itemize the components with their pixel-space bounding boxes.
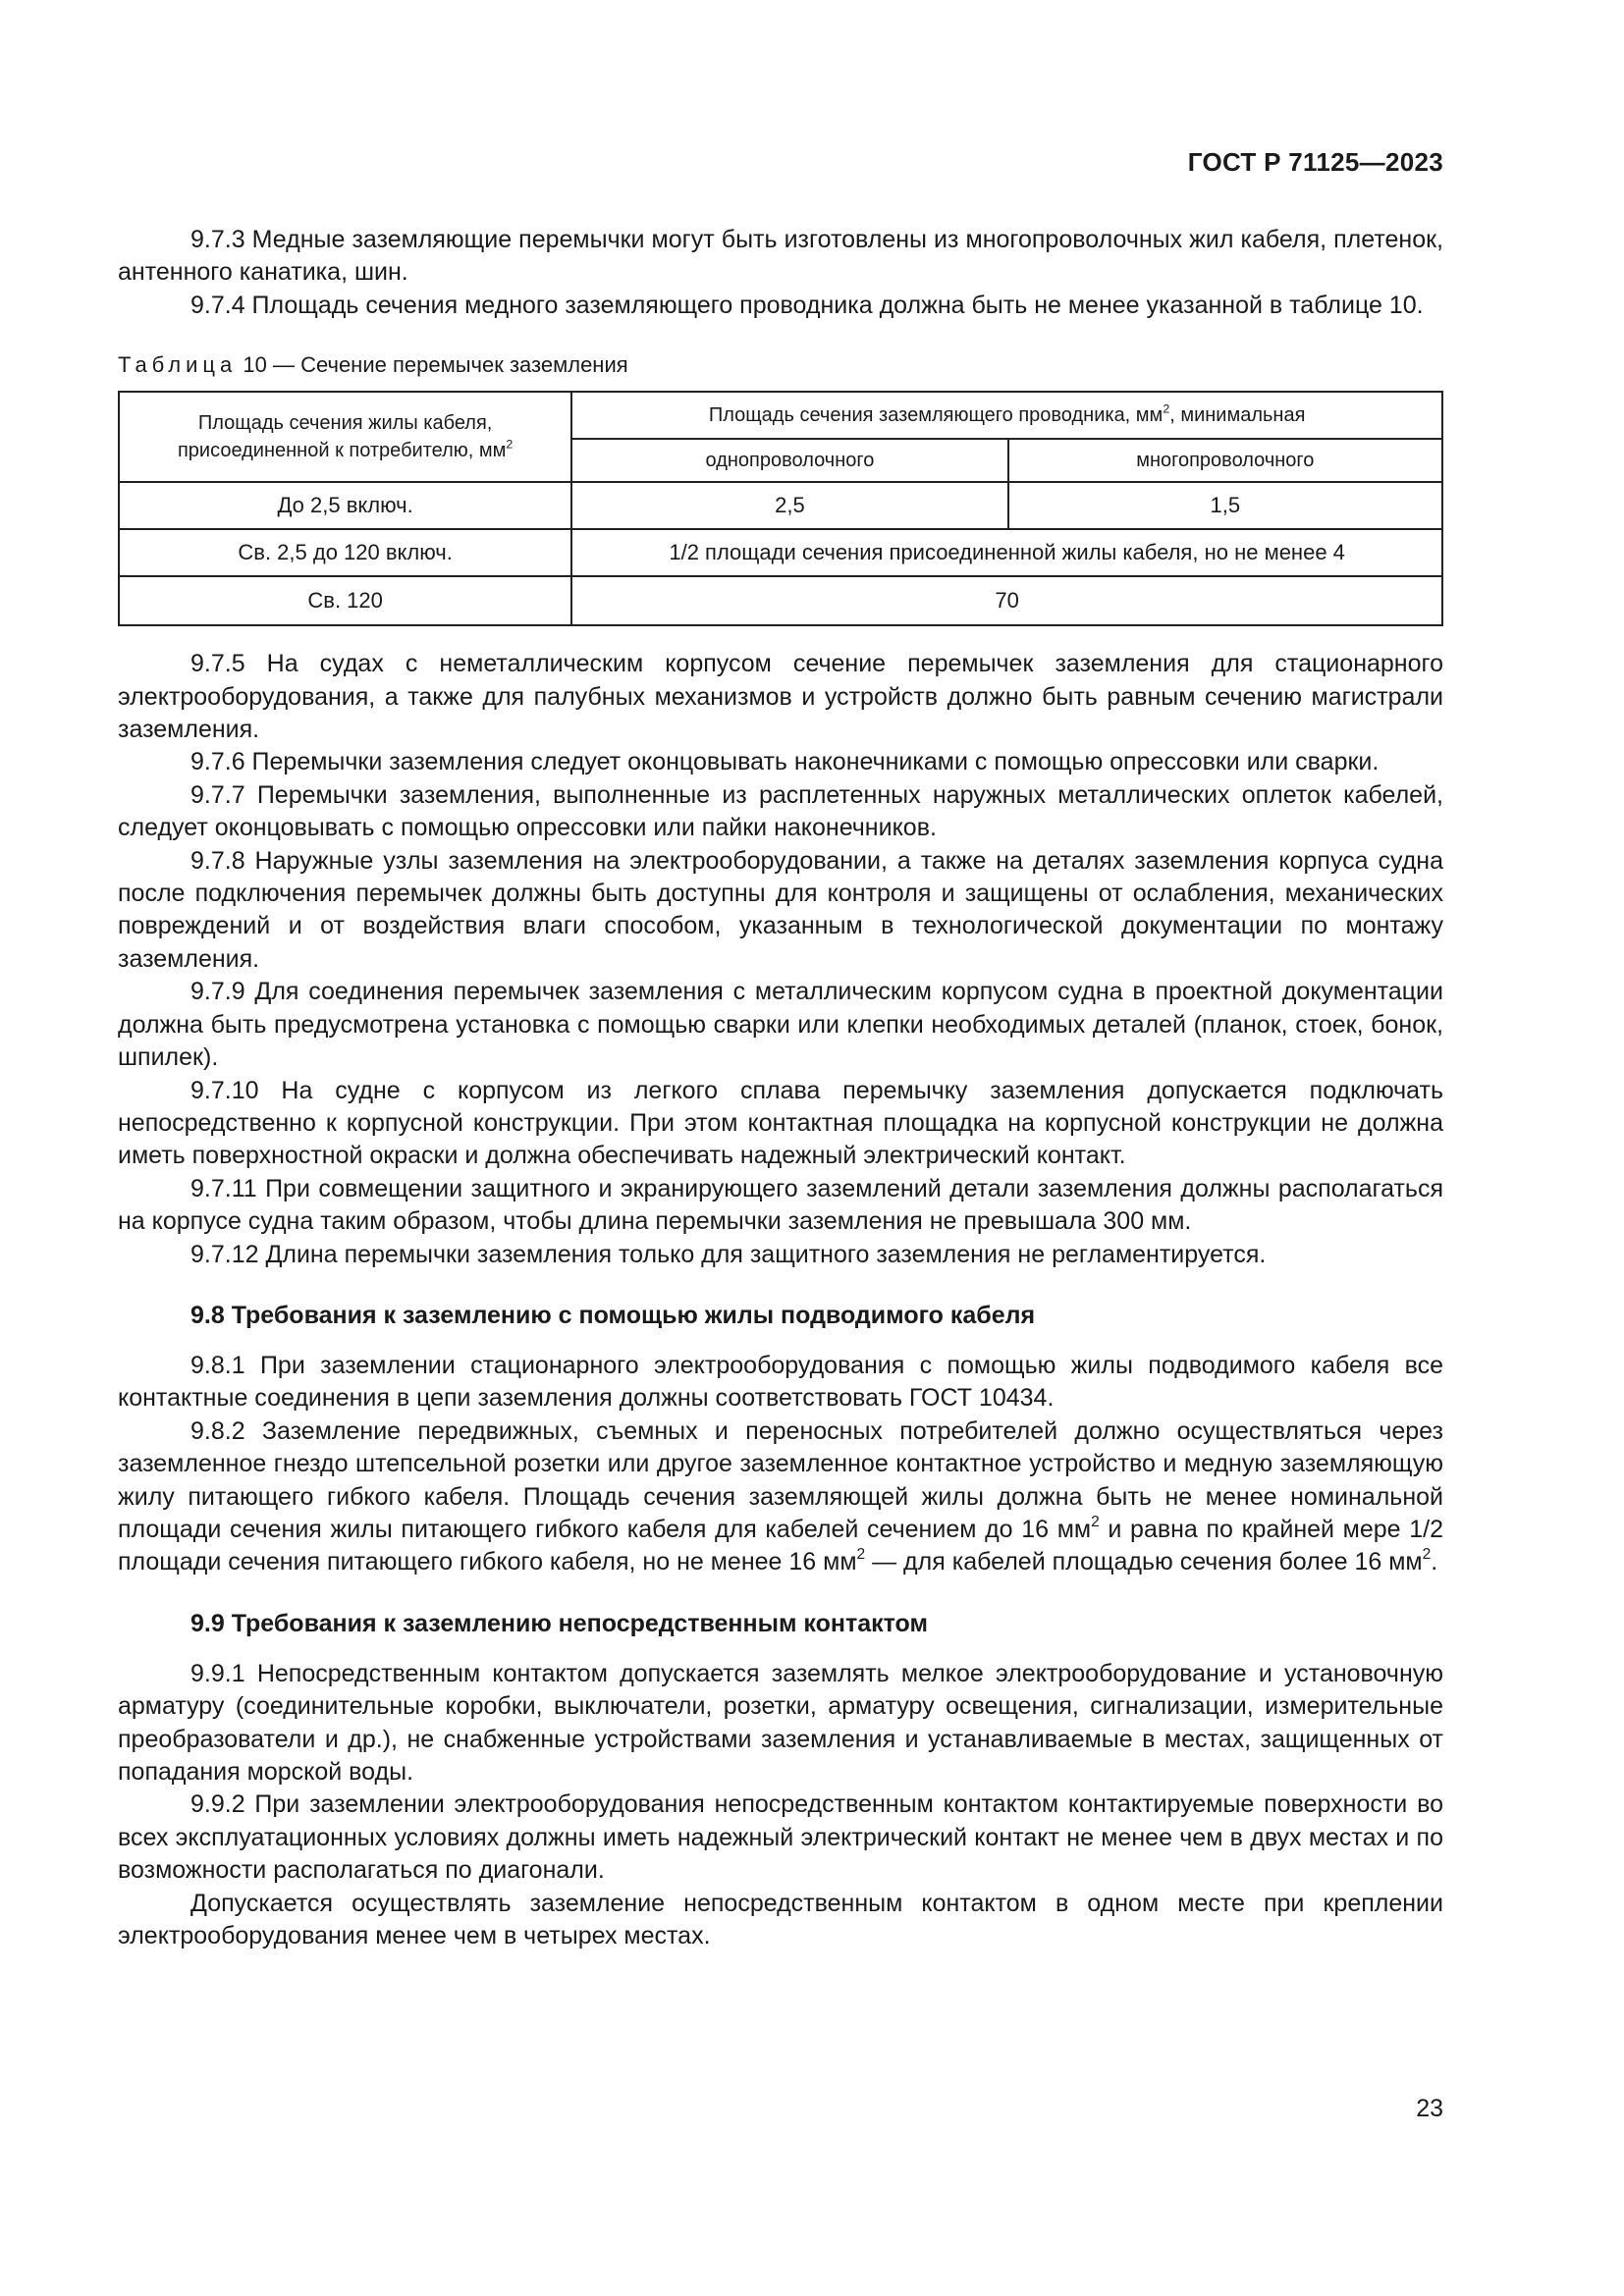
- header-grounding-text: Площадь сечения заземляющего проводника, мм: [708, 404, 1164, 427]
- paragraph-9-7-12: 9.7.12 Длина перемычки заземления только для защитного заземления не регламентируется.: [190, 1240, 1267, 1268]
- table-10: [118, 391, 1443, 626]
- page-content: [118, 224, 1443, 1952]
- row3-label: Св. 120: [119, 576, 571, 625]
- paragraph-9-7-8: 9.7.8 Наружные узлы заземления на электрооборудовании, а также на деталях заземления корпуса судна после подключения перемычек должны быть доступны для контроля и защищены от ослабления, механических повреждений и от воздействия влаги способом, указанным в технологической документации по монтажу заземления.: [118, 846, 1443, 973]
- header-grounding-sup: 2: [1163, 401, 1170, 416]
- header-cable-core-area-sup: 2: [506, 437, 514, 452]
- paragraph-9-8-2: [118, 1415, 1443, 1579]
- header-grounding-tail: , минимальная: [1169, 404, 1306, 427]
- page-number: 23: [1416, 2095, 1443, 2122]
- paragraph-9-7-10: 9.7.10 На судне с корпусом из легкого сплава перемычку заземления допускается подключать непосредственно к корпусной конструкции. При этом контактная площадка на корпусной конструкции не должна иметь поверхностной окраски и должна обеспечивать надежный электрический контакт.: [118, 1076, 1443, 1170]
- p982-sup-3: 2: [1422, 1546, 1432, 1564]
- paragraph-9-8-1: 9.8.1 При заземлении стационарного электрооборудования с помощью жилы подводимого кабеля все контактные соединения в цепи заземления должны соответствовать ГОСТ 10434.: [118, 1351, 1443, 1413]
- paragraph-9-9-2-addendum: Допускается осуществлять заземление непосредственным контактом в одном месте при креплении электрооборудования менее чем в четырех местах.: [118, 1889, 1443, 1950]
- p982-part-a: 9.8.2 Заземление передвижных, съемных и переносных потребителей должно осуществляться через заземленное гнездо штепсельной розетки или другое заземленное контактное устройство и медную заземляющую жилу питающего гибкого кабеля. Площадь сечения заземляющей жилы должна быть не менее номинальной площади сечения жилы питающего гибкого кабеля для кабелей сечением до 16 мм: [118, 1416, 1443, 1543]
- heading-section-9-9: 9.9 Требования к заземлению непосредственным контактом: [190, 1609, 928, 1637]
- subheader-multi-wire: многопроволочного: [1008, 439, 1442, 482]
- p982-part-b: и равна по крайней мере 1/2 площади сечения питающего гибкого кабеля, но не менее 16 мм: [118, 1515, 1444, 1576]
- paragraph-9-7-9: 9.7.9 Для соединения перемычек заземления с металлическим корпусом судна в проектной документации должна быть предусмотрена установка с помощью сварки или клепки необходимых деталей (планок, стоек, бонок, шпилек).: [118, 978, 1443, 1072]
- row1-multi: 1,5: [1008, 482, 1442, 529]
- row2-value: 1/2 площади сечения присоединенной жилы кабеля, но не менее 4: [571, 529, 1442, 576]
- p982-part-d: .: [1431, 1548, 1438, 1576]
- paragraph-9-7-7: 9.7.7 Перемычки заземления, выполненные из расплетенных наружных металлических оплеток кабелей, следует оконцовывать с помощью опрессовки или пайки наконечников.: [118, 780, 1443, 842]
- paragraph-9-7-6: 9.7.6 Перемычки заземления следует оконцовывать наконечниками с помощью опрессовки или сварки.: [190, 748, 1380, 776]
- heading-section-9-8: 9.8 Требования к заземлению с помощью жилы подводимого кабеля: [190, 1301, 1036, 1329]
- row3-value: 70: [571, 576, 1442, 625]
- table-row: [119, 529, 1442, 576]
- paragraph-9-9-2: 9.9.2 При заземлении электрооборудования непосредственным контактом контактируемые поверхности во всех эксплуатационных условиях должны иметь надежный электрический контакт не менее чем в двух местах и по возможности располагаться по диагонали.: [118, 1790, 1443, 1885]
- row2-label: Св. 2,5 до 120 включ.: [119, 529, 571, 576]
- paragraph-9-7-5: 9.7.5 На судах с неметаллическим корпусом сечение перемычек заземления для стационарного электрооборудования, а также для палубных механизмов и устройств должно быть равным сечению магистрали заземления.: [118, 650, 1443, 744]
- p982-sup-1: 2: [1091, 1514, 1100, 1531]
- header-cable-core-area-text: Площадь сечения жилы кабеля, присоединенной к потребителю, мм: [177, 412, 507, 462]
- row1-label: До 2,5 включ.: [119, 482, 571, 529]
- p982-sup-2: 2: [856, 1546, 866, 1564]
- table-caption-text: 10 — Сечение перемычек заземления: [243, 352, 628, 378]
- table-row: [119, 576, 1442, 625]
- paragraph-9-7-4: 9.7.4 Площадь сечения медного заземляющего проводника должна быть не менее указанной в таблице 10.: [190, 291, 1424, 319]
- table-caption: [118, 351, 1443, 379]
- table-row: [119, 482, 1442, 529]
- document-code-header: ГОСТ Р 71125—2023: [1187, 147, 1443, 177]
- paragraph-9-7-11: 9.7.11 При совмещении защитного и экранирующего заземлений детали заземления должны располагаться на корпусе судна таким образом, чтобы длина перемычки заземления не превышала 300 мм.: [118, 1174, 1443, 1236]
- table-header-row: [119, 392, 1442, 439]
- header-cable-core-area: [119, 392, 571, 482]
- paragraph-9-9-1: 9.9.1 Непосредственным контактом допускается заземлять мелкое электрооборудование и установочную арматуру (соединительные коробки, выключатели, розетки, арматуру освещения, сигнализации, измерительные преобразователи и др.), не снабженные устройствами заземления и устанавливаемые в местах, защищенных от попадания морской воды.: [118, 1659, 1443, 1786]
- table-caption-label: Таблица: [118, 352, 238, 378]
- p982-part-c: — для кабелей площадью сечения более 16 мм: [865, 1548, 1423, 1576]
- row1-single: 2,5: [571, 482, 1007, 529]
- subheader-single-wire: однопроволочного: [571, 439, 1007, 482]
- header-grounding-conductor-area: [571, 392, 1442, 439]
- paragraph-9-7-3: 9.7.3 Медные заземляющие перемычки могут быть изготовлены из многопроволочных жил кабеля, плетенок, антенного канатика, шин.: [118, 226, 1443, 287]
